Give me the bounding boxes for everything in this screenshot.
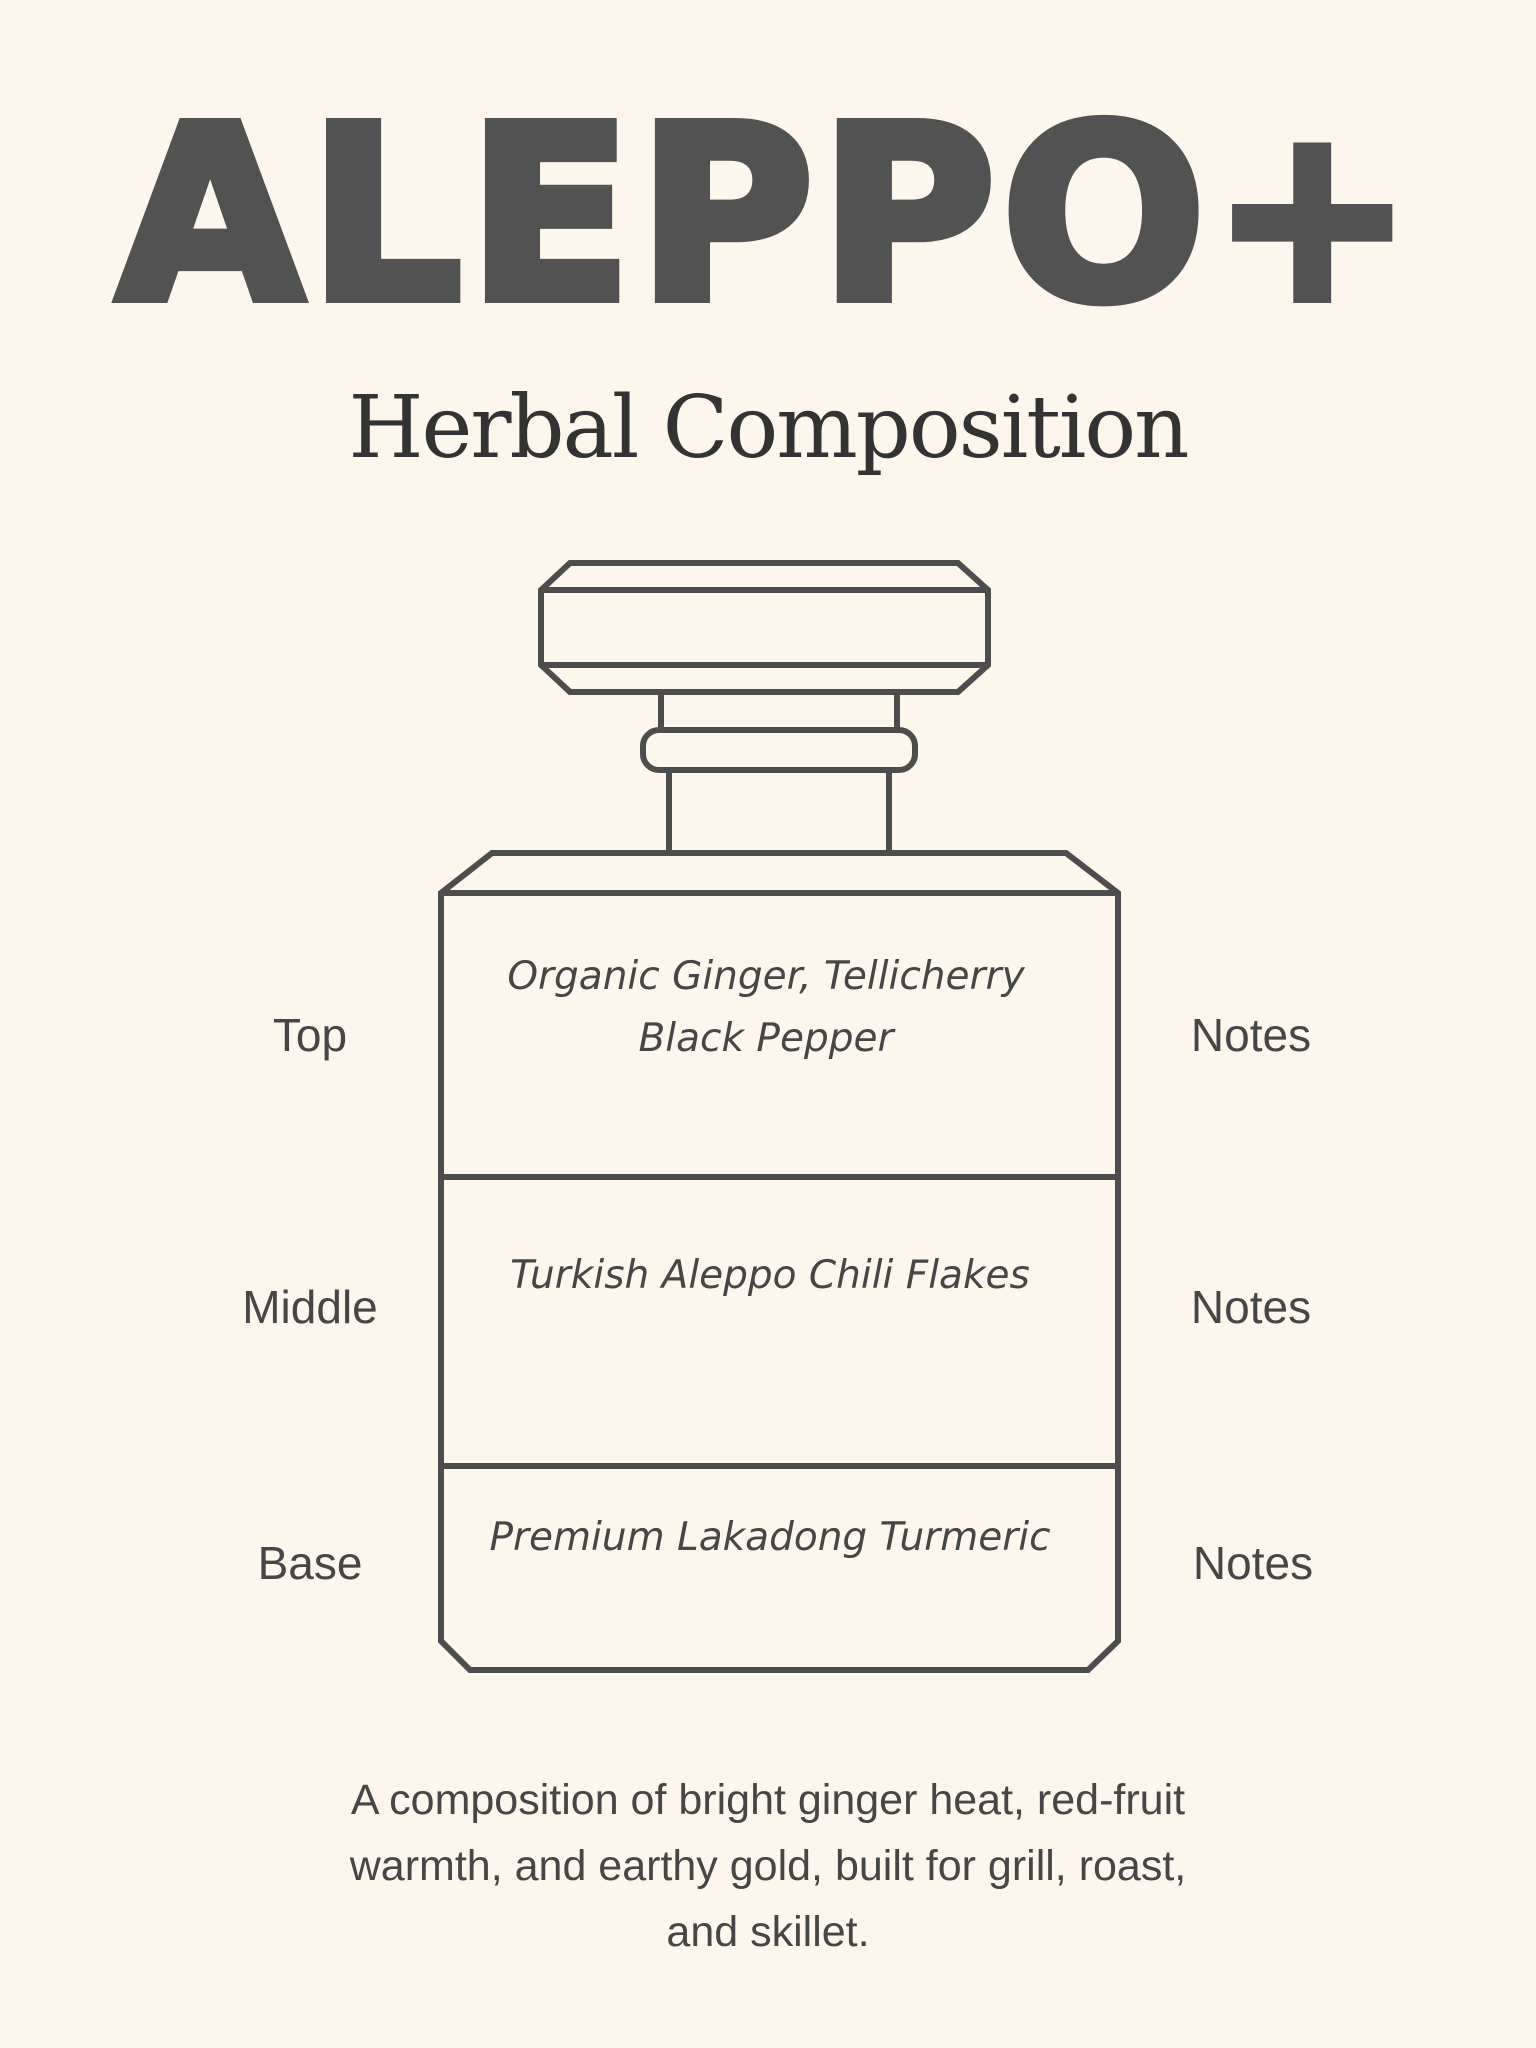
page-title: Herbal Composition (348, 378, 1188, 478)
top-notes-right-label: Notes (1190, 1009, 1312, 1061)
middle-notes-left-label: Middle (242, 1281, 378, 1333)
bottle-neck-upper (661, 692, 897, 730)
base-notes-ingredients: Premium Lakadong Turmeric (489, 1515, 1051, 1560)
bottle-neck-lower (669, 770, 889, 853)
base-notes-left-label: Base (257, 1537, 363, 1589)
base-notes-right-label: Notes (1192, 1537, 1314, 1589)
bottle-neck-ring (643, 730, 915, 770)
brand-logo: ALEPPO+ (117, 75, 1419, 355)
composition-description: A composition of bright ginger heat, red-fruit warmth, and earthy gold, built for grill, roast, and skillet. (349, 1776, 1187, 1956)
top-notes-left-label: Top (272, 1009, 348, 1061)
bottle-cap (541, 563, 988, 692)
middle-notes-right-label: Notes (1190, 1281, 1312, 1333)
top-notes-ingredients: Organic Ginger, Tellicherry Black Pepper (507, 954, 1025, 1061)
middle-notes-ingredients: Turkish Aleppo Chili Flakes (510, 1253, 1030, 1298)
